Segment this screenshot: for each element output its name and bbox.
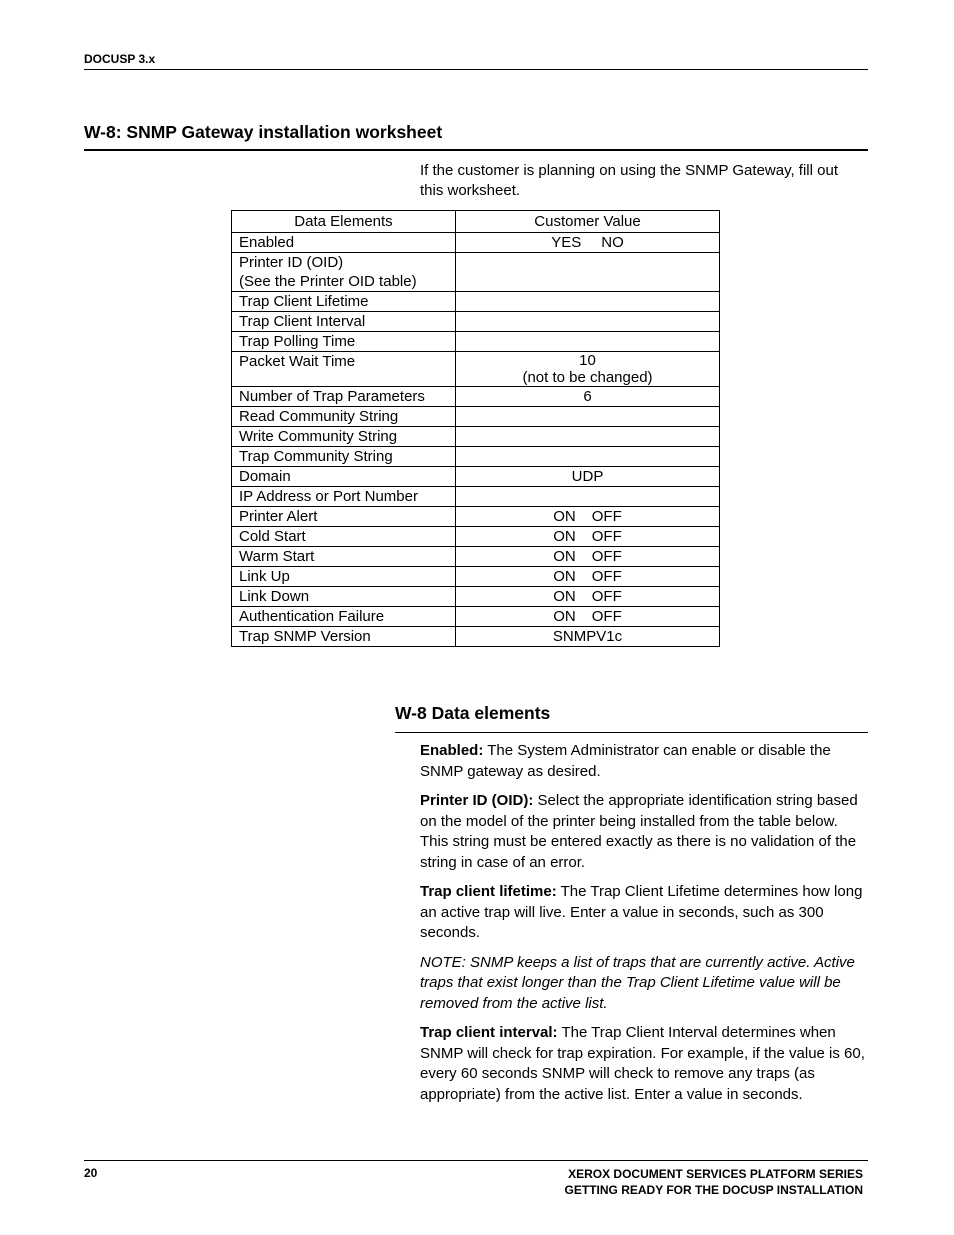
value-cell: [456, 447, 720, 467]
value-cell: [456, 527, 720, 547]
table-row: [232, 233, 720, 253]
value-cell: SNMPV1c: [456, 627, 720, 647]
option-on: ON: [553, 528, 576, 545]
option-off: OFF: [591, 548, 622, 565]
table-row: [232, 352, 720, 387]
column-header-data-elements: Data Elements: [232, 211, 456, 233]
definition-text: The Trap Client Lifetime determines how long an active trap will live. Enter a value in seconds, such as 300 seconds.: [420, 883, 863, 941]
option-off: OFF: [591, 608, 622, 625]
definition-text: The Trap Client Interval determines when SNMP will check for trap expiration. For example, if the value is 60, every 60 seconds SNMP will check to remove any traps (as appropriate) from the active list. Enter a value in seconds.: [420, 1024, 865, 1103]
value-cell: [456, 312, 720, 332]
element-cell: Trap Community String: [232, 447, 456, 467]
data-elements-title: W-8 Data elements: [395, 703, 868, 733]
element-cell: Trap Client Interval: [232, 312, 456, 332]
element-cell: Domain: [232, 467, 456, 487]
element-cell: Trap Polling Time: [232, 332, 456, 352]
table-header-row: [232, 211, 720, 233]
footer-line: GETTING READY FOR THE DOCUSP INSTALLATION: [564, 1183, 863, 1197]
value-cell: [456, 607, 720, 627]
value-cell: [456, 587, 720, 607]
definition-paragraph: [420, 1023, 865, 1105]
table-row: [232, 507, 720, 527]
option-off: OFF: [591, 568, 622, 585]
element-cell: IP Address or Port Number: [232, 487, 456, 507]
definition-term: Enabled:: [420, 742, 484, 759]
element-line: (See the Printer OID table): [239, 273, 417, 290]
element-cell: Link Up: [232, 567, 456, 587]
element-cell: Trap Client Lifetime: [232, 292, 456, 312]
option-yes: YES: [551, 234, 582, 251]
intro-paragraph: If the customer is planning on using the SNMP Gateway, fill out this worksheet.: [420, 162, 838, 199]
value-cell: [456, 427, 720, 447]
element-cell: Enabled: [232, 233, 456, 253]
value-cell: 6: [456, 387, 720, 407]
option-on: ON: [553, 548, 576, 565]
column-header-customer-value: Customer Value: [456, 211, 720, 233]
table-row: [232, 447, 720, 467]
table-row: [232, 332, 720, 352]
element-cell: Number of Trap Parameters: [232, 387, 456, 407]
table-row: [232, 387, 720, 407]
value-line: 10: [579, 352, 596, 369]
definition-text: Select the appropriate identification string based on the model of the printer being installed from the table below. This string must be entered exactly as there is no validation of the string in case of an error.: [420, 792, 858, 871]
element-cell: Printer Alert: [232, 507, 456, 527]
page-number: 20: [84, 1166, 98, 1180]
footer-title: [565, 1166, 863, 1198]
table-row: [232, 487, 720, 507]
table-row: [232, 427, 720, 447]
element-cell: Cold Start: [232, 527, 456, 547]
value-cell: [456, 407, 720, 427]
value-cell: UDP: [456, 467, 720, 487]
option-on: ON: [553, 608, 576, 625]
table-row: [232, 253, 720, 292]
value-cell: [456, 352, 720, 387]
note-paragraph: NOTE: SNMP keeps a list of traps that are currently active. Active traps that exist longer than the Trap Client Lifetime value will be removed from the active list.: [420, 953, 855, 1012]
snmp-worksheet-table: [231, 210, 720, 647]
value-cell: [456, 487, 720, 507]
table-row: [232, 607, 720, 627]
footer-line: XEROX DOCUMENT SERVICES PLATFORM SERIES: [568, 1167, 863, 1181]
value-cell: [456, 233, 720, 253]
definition-term: Trap client lifetime:: [420, 883, 557, 900]
definition-paragraph: [420, 882, 865, 944]
value-cell: [456, 292, 720, 312]
element-cell: Write Community String: [232, 427, 456, 447]
definition-text: The System Administrator can enable or disable the SNMP gateway as desired.: [420, 742, 831, 780]
definition-term: Trap client interval:: [420, 1024, 558, 1041]
element-cell: Warm Start: [232, 547, 456, 567]
section-title: W-8: SNMP Gateway installation worksheet: [84, 122, 868, 151]
element-cell: Packet Wait Time: [232, 352, 456, 387]
value-cell: [456, 547, 720, 567]
table-row: [232, 467, 720, 487]
option-on: ON: [553, 508, 576, 525]
value-cell: [456, 567, 720, 587]
table-row: [232, 547, 720, 567]
element-line: Printer ID (OID): [239, 254, 344, 271]
element-cell: Trap SNMP Version: [232, 627, 456, 647]
option-on: ON: [553, 568, 576, 585]
option-off: OFF: [591, 508, 622, 525]
element-cell: [232, 253, 456, 292]
table-row: [232, 292, 720, 312]
table-row: [232, 627, 720, 647]
option-no: NO: [601, 234, 624, 251]
table-row: [232, 527, 720, 547]
option-off: OFF: [591, 588, 622, 605]
table-row: [232, 407, 720, 427]
element-cell: Read Community String: [232, 407, 456, 427]
value-cell: [456, 253, 720, 292]
footer-rule: [84, 1160, 868, 1161]
element-cell: Authentication Failure: [232, 607, 456, 627]
value-cell: [456, 507, 720, 527]
running-header: DOCUSP 3.x: [84, 52, 868, 70]
definition-paragraph: [420, 741, 865, 782]
value-line: (not to be changed): [522, 369, 653, 386]
table-row: [232, 312, 720, 332]
table-row: [232, 567, 720, 587]
data-elements-definitions: [420, 741, 865, 1114]
table-row: [232, 587, 720, 607]
option-on: ON: [553, 588, 576, 605]
option-off: OFF: [591, 528, 622, 545]
element-cell: Link Down: [232, 587, 456, 607]
value-cell: [456, 332, 720, 352]
definition-term: Printer ID (OID):: [420, 792, 534, 809]
definition-paragraph: [420, 791, 865, 873]
